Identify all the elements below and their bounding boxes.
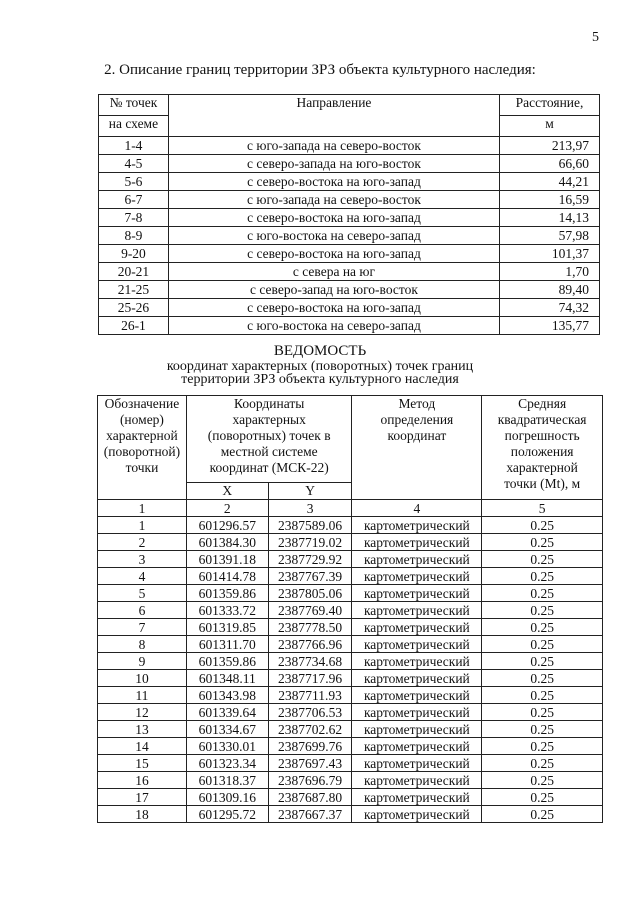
cell-method: картометрический (352, 534, 482, 551)
cell-method: картометрический (352, 568, 482, 585)
cell-distance: 66,60 (500, 155, 600, 173)
header-designation-line: (поворотной) (103, 444, 181, 459)
table-row (99, 173, 600, 191)
cell-method: картометрический (352, 789, 482, 806)
cell-error: 0.25 (482, 619, 603, 636)
cell-point-number: 11 (98, 687, 187, 704)
cell-error: 0.25 (482, 585, 603, 602)
cell-distance: 14,13 (500, 209, 600, 227)
cell-error: 0.25 (482, 755, 603, 772)
cell-distance: 57,98 (500, 227, 600, 245)
cell-x: 601323.34 (186, 755, 268, 772)
cell-point-number: 7 (98, 619, 187, 636)
table-row (99, 137, 600, 155)
header-method-line: координат (387, 428, 447, 443)
cell-error: 0.25 (482, 772, 603, 789)
table-row (98, 704, 603, 721)
cell-point-number: 12 (98, 704, 187, 721)
cell-points: 25-26 (99, 299, 169, 317)
cell-y: 2387805.06 (268, 585, 352, 602)
cell-y: 2387778.50 (268, 619, 352, 636)
cell-point-number: 3 (98, 551, 187, 568)
header-designation-line: (номер) (119, 412, 164, 427)
cell-y: 2387767.39 (268, 568, 352, 585)
header-designation-line: характерной (106, 428, 178, 443)
cell-points: 5-6 (99, 173, 169, 191)
cell-x: 601343.98 (186, 687, 268, 704)
cell-x: 601359.86 (186, 653, 268, 670)
vedomost-subtitle-line1: координат характерных (поворотных) точек границ (166, 359, 474, 374)
cell-x: 601330.01 (186, 738, 268, 755)
header-points-line2: на схеме (99, 116, 169, 137)
cell-distance: 16,59 (500, 191, 600, 209)
cell-x: 601339.64 (186, 704, 268, 721)
cell-error: 0.25 (482, 806, 603, 823)
cell-error: 0.25 (482, 789, 603, 806)
table-row (98, 636, 603, 653)
header-designation (98, 396, 187, 500)
cell-direction: с юго-запада на северо-восток (168, 191, 499, 209)
table-row (98, 738, 603, 755)
cell-points: 6-7 (99, 191, 169, 209)
cell-point-number: 10 (98, 670, 187, 687)
cell-point-number: 4 (98, 568, 187, 585)
cell-point-number: 13 (98, 721, 187, 738)
header-designation-line: Обозначение (104, 396, 180, 411)
cell-x: 601295.72 (186, 806, 268, 823)
page-number: 5 (592, 30, 599, 45)
cell-x: 601319.85 (186, 619, 268, 636)
table-row (99, 245, 600, 263)
cell-x: 601296.57 (186, 517, 268, 534)
cell-point-number: 2 (98, 534, 187, 551)
header-error-line: квадратическая (497, 412, 587, 427)
cell-direction: с северо-востока на юго-запад (168, 209, 499, 227)
cell-y: 2387687.80 (268, 789, 352, 806)
cell-distance: 1,70 (500, 263, 600, 281)
table-row (98, 568, 603, 585)
cell-error: 0.25 (482, 687, 603, 704)
cell-x: 601359.86 (186, 585, 268, 602)
cell-direction: с юго-запада на северо-восток (168, 137, 499, 155)
cell-y: 2387719.02 (268, 534, 352, 551)
cell-method: картометрический (352, 585, 482, 602)
cell-distance: 101,37 (500, 245, 600, 263)
header-error-line: положения (510, 444, 574, 459)
column-number: 3 (268, 500, 352, 517)
header-error-line: Средняя (518, 396, 567, 411)
cell-y: 2387769.40 (268, 602, 352, 619)
cell-points: 8-9 (99, 227, 169, 245)
table-row (98, 602, 603, 619)
table-row (98, 653, 603, 670)
cell-point-number: 1 (98, 517, 187, 534)
column-number: 5 (482, 500, 603, 517)
table-row (98, 755, 603, 772)
header-distance: Расстояние, (500, 95, 600, 116)
cell-error: 0.25 (482, 517, 603, 534)
cell-direction: с северо-востока на юго-запад (168, 245, 499, 263)
table-row (99, 227, 600, 245)
header-error-line: характерной (506, 460, 578, 475)
cell-point-number: 5 (98, 585, 187, 602)
header-error-line: погрешность (504, 428, 580, 443)
boundary-description-table (98, 94, 600, 335)
cell-x: 601384.30 (186, 534, 268, 551)
cell-point-number: 15 (98, 755, 187, 772)
header-points: № точек (99, 95, 169, 116)
cell-y: 2387699.76 (268, 738, 352, 755)
coordinates-table (97, 395, 603, 823)
table-row (99, 299, 600, 317)
cell-point-number: 14 (98, 738, 187, 755)
table-row (98, 619, 603, 636)
table-row (98, 721, 603, 738)
cell-y: 2387667.37 (268, 806, 352, 823)
header-coordinates-line: координат (МСК-22) (209, 460, 329, 475)
table-row (98, 517, 603, 534)
cell-x: 601311.70 (186, 636, 268, 653)
cell-direction: с северо-востока на юго-запад (168, 299, 499, 317)
cell-direction: с северо-востока на юго-запад (168, 173, 499, 191)
header-error-line: точки (Mt), м (504, 476, 581, 491)
cell-method: картометрический (352, 738, 482, 755)
cell-point-number: 16 (98, 772, 187, 789)
cell-error: 0.25 (482, 653, 603, 670)
cell-y: 2387734.68 (268, 653, 352, 670)
cell-direction: с севера на юг (168, 263, 499, 281)
cell-y: 2387696.79 (268, 772, 352, 789)
cell-x: 601414.78 (186, 568, 268, 585)
cell-direction: с юго-востока на северо-запад (168, 227, 499, 245)
header-x: X (186, 483, 268, 500)
table-row (98, 687, 603, 704)
header-coordinates-line: (поворотных) точек в (207, 428, 331, 443)
cell-error: 0.25 (482, 670, 603, 687)
cell-method: картометрический (352, 806, 482, 823)
table-row (99, 263, 600, 281)
header-method-line: Метод (398, 396, 436, 411)
table-row (98, 789, 603, 806)
header-coordinates-line: местной системе (220, 444, 318, 459)
cell-method: картометрический (352, 653, 482, 670)
cell-points: 20-21 (99, 263, 169, 281)
header-method-line: определения (380, 412, 454, 427)
table-row (98, 806, 603, 823)
cell-method: картометрический (352, 721, 482, 738)
cell-method: картометрический (352, 704, 482, 721)
cell-distance: 89,40 (500, 281, 600, 299)
cell-error: 0.25 (482, 602, 603, 619)
header-designation-line: точки (125, 460, 159, 475)
header-distance-line2: м (500, 116, 600, 137)
header-y: Y (268, 483, 352, 500)
cell-y: 2387729.92 (268, 551, 352, 568)
header-coordinates (186, 396, 352, 483)
cell-point-number: 6 (98, 602, 187, 619)
cell-error: 0.25 (482, 738, 603, 755)
cell-points: 9-20 (99, 245, 169, 263)
cell-method: картометрический (352, 636, 482, 653)
cell-distance: 44,21 (500, 173, 600, 191)
cell-method: картометрический (352, 551, 482, 568)
cell-y: 2387697.43 (268, 755, 352, 772)
cell-distance: 74,32 (500, 299, 600, 317)
table-row (98, 551, 603, 568)
table-row (99, 209, 600, 227)
cell-point-number: 17 (98, 789, 187, 806)
cell-point-number: 18 (98, 806, 187, 823)
table-row (98, 585, 603, 602)
cell-method: картометрический (352, 517, 482, 534)
section-title: 2. Описание границ территории ЗРЗ объекта культурного наследия: (104, 62, 536, 78)
cell-x: 601391.18 (186, 551, 268, 568)
cell-x: 601309.16 (186, 789, 268, 806)
cell-y: 2387706.53 (268, 704, 352, 721)
cell-distance: 213,97 (500, 137, 600, 155)
cell-point-number: 9 (98, 653, 187, 670)
column-number: 1 (98, 500, 187, 517)
cell-point-number: 8 (98, 636, 187, 653)
cell-method: картометрический (352, 670, 482, 687)
cell-direction: с северо-запада на юго-восток (168, 155, 499, 173)
cell-method: картометрический (352, 619, 482, 636)
vedomost-heading: ВЕДОМОСТЬ (273, 343, 367, 359)
header-method (352, 396, 482, 500)
header-direction: Направление (168, 95, 499, 137)
column-number: 4 (352, 500, 482, 517)
header-coordinates-line: характерных (232, 412, 306, 427)
cell-direction: с юго-востока на северо-запад (168, 317, 499, 335)
cell-error: 0.25 (482, 551, 603, 568)
cell-x: 601333.72 (186, 602, 268, 619)
table-row (99, 281, 600, 299)
table-row (98, 772, 603, 789)
cell-points: 1-4 (99, 137, 169, 155)
table-row (98, 534, 603, 551)
cell-y: 2387717.96 (268, 670, 352, 687)
table-row (98, 670, 603, 687)
cell-y: 2387589.06 (268, 517, 352, 534)
cell-points: 4-5 (99, 155, 169, 173)
cell-direction: с северо-запад на юго-восток (168, 281, 499, 299)
cell-distance: 135,77 (500, 317, 600, 335)
cell-y: 2387702.62 (268, 721, 352, 738)
header-coordinates-line: Координаты (234, 396, 305, 411)
table-row (99, 155, 600, 173)
cell-points: 26-1 (99, 317, 169, 335)
column-number: 2 (186, 500, 268, 517)
cell-y: 2387766.96 (268, 636, 352, 653)
cell-x: 601334.67 (186, 721, 268, 738)
table-row (99, 191, 600, 209)
cell-error: 0.25 (482, 534, 603, 551)
cell-error: 0.25 (482, 721, 603, 738)
cell-method: картометрический (352, 772, 482, 789)
cell-points: 7-8 (99, 209, 169, 227)
cell-y: 2387711.93 (268, 687, 352, 704)
cell-method: картометрический (352, 755, 482, 772)
header-error (482, 396, 603, 500)
cell-method: картометрический (352, 687, 482, 704)
table-row (99, 317, 600, 335)
cell-x: 601348.11 (186, 670, 268, 687)
cell-x: 601318.37 (186, 772, 268, 789)
cell-method: картометрический (352, 602, 482, 619)
cell-error: 0.25 (482, 704, 603, 721)
cell-error: 0.25 (482, 636, 603, 653)
cell-error: 0.25 (482, 568, 603, 585)
vedomost-subtitle-line2: территории ЗРЗ объекта культурного наследия (181, 372, 459, 387)
cell-points: 21-25 (99, 281, 169, 299)
